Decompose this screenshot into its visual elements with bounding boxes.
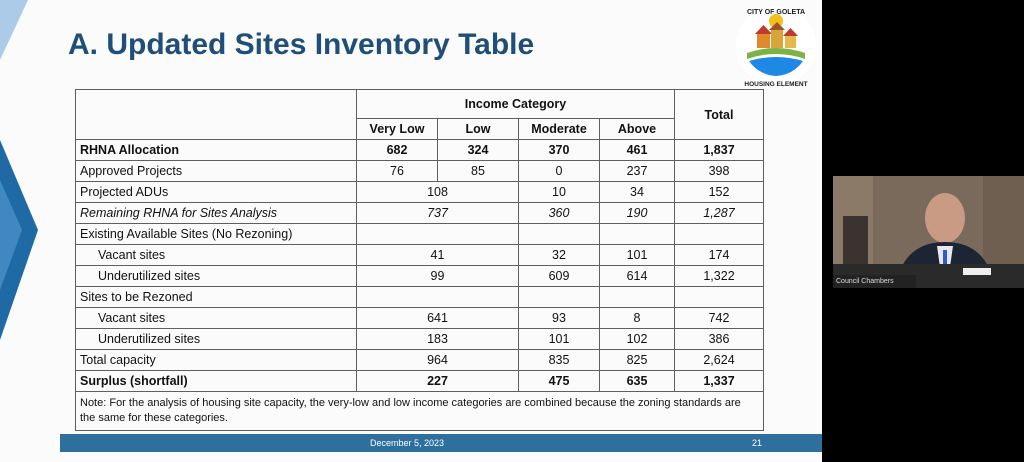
footer-date: December 5, 2023 xyxy=(370,438,445,448)
cell-very-low-low: 99 xyxy=(357,266,519,287)
cell-low: 324 xyxy=(438,140,519,161)
cell-above: 614 xyxy=(600,266,675,287)
cell-empty xyxy=(600,287,675,308)
cell-very-low-low: 41 xyxy=(357,245,519,266)
cell-moderate: 360 xyxy=(519,203,600,224)
table-row xyxy=(76,203,764,224)
cell-total: 152 xyxy=(675,182,764,203)
cell-empty xyxy=(675,287,764,308)
slide-title: A. Updated Sites Inventory Table xyxy=(68,28,535,61)
cell-moderate: 101 xyxy=(519,329,600,350)
cell-moderate: 609 xyxy=(519,266,600,287)
cell-total: 1,337 xyxy=(675,371,764,392)
cell-above: 237 xyxy=(600,161,675,182)
table-row xyxy=(76,287,764,308)
cell-above: 461 xyxy=(600,140,675,161)
table-row xyxy=(76,224,764,245)
speaker-video-image xyxy=(833,176,1024,288)
logo-top-text: CITY OF GOLETA xyxy=(746,9,806,16)
cell-low: 85 xyxy=(438,161,519,182)
row-label: Remaining RHNA for Sites Analysis xyxy=(76,203,357,224)
col-header-very-low: Very Low xyxy=(357,119,438,140)
cell-empty xyxy=(357,287,519,308)
cell-very-low-low: 737 xyxy=(357,203,519,224)
video-caption: Council Chambers xyxy=(833,275,916,288)
cell-above: 190 xyxy=(600,203,675,224)
row-label: Vacant sites xyxy=(76,308,357,329)
header-blank-cell xyxy=(76,90,357,140)
sites-inventory-table-wrap xyxy=(75,89,764,431)
cell-moderate: 475 xyxy=(519,371,600,392)
cell-above: 8 xyxy=(600,308,675,329)
cell-total: 174 xyxy=(675,245,764,266)
row-label: Projected ADUs xyxy=(76,182,357,203)
logo-bottom-text: HOUSING ELEMENT xyxy=(744,81,808,88)
cell-moderate: 32 xyxy=(519,245,600,266)
page-number: 21 xyxy=(751,438,762,448)
cell-total: 398 xyxy=(675,161,764,182)
table-row xyxy=(76,308,764,329)
slide-decoration xyxy=(0,0,60,462)
income-category-header: Income Category xyxy=(357,90,675,119)
cell-moderate: 370 xyxy=(519,140,600,161)
col-header-moderate: Moderate xyxy=(519,119,600,140)
housing-element-logo xyxy=(733,3,819,89)
cell-moderate: 835 xyxy=(519,350,600,371)
row-label: Sites to be Rezoned xyxy=(76,287,357,308)
row-label: Surplus (shortfall) xyxy=(76,371,357,392)
cell-moderate: 0 xyxy=(519,161,600,182)
video-feed xyxy=(833,176,1024,288)
table-note: Note: For the analysis of housing site capacity, the very-low and low income categories are combined because the zoning standards are the same for these categories. xyxy=(76,392,764,431)
table-row xyxy=(76,329,764,350)
table-header-row xyxy=(76,90,764,119)
cell-above: 101 xyxy=(600,245,675,266)
cell-moderate: 10 xyxy=(519,182,600,203)
total-header: Total xyxy=(675,90,764,140)
cell-very-low-low: 964 xyxy=(357,350,519,371)
cell-very-low-low: 227 xyxy=(357,371,519,392)
row-label: Underutilized sites xyxy=(76,266,357,287)
row-label: Total capacity xyxy=(76,350,357,371)
cell-total: 742 xyxy=(675,308,764,329)
cell-total: 1,322 xyxy=(675,266,764,287)
cell-above: 34 xyxy=(600,182,675,203)
cell-total: 386 xyxy=(675,329,764,350)
table-row xyxy=(76,371,764,392)
sites-inventory-table xyxy=(75,89,764,431)
cell-very-low-low: 108 xyxy=(357,182,519,203)
cell-total: 2,624 xyxy=(675,350,764,371)
table-row xyxy=(76,140,764,161)
row-label: Underutilized sites xyxy=(76,329,357,350)
row-label: RHNA Allocation xyxy=(76,140,357,161)
cell-total: 1,287 xyxy=(675,203,764,224)
col-header-low: Low xyxy=(438,119,519,140)
cell-empty xyxy=(600,224,675,245)
cell-very-low-low: 641 xyxy=(357,308,519,329)
table-row xyxy=(76,266,764,287)
row-label: Approved Projects xyxy=(76,161,357,182)
cell-very-low-low: 183 xyxy=(357,329,519,350)
row-label: Vacant sites xyxy=(76,245,357,266)
cell-empty xyxy=(675,224,764,245)
table-note-row xyxy=(76,392,764,431)
table-row xyxy=(76,161,764,182)
cell-total: 1,837 xyxy=(675,140,764,161)
row-label: Existing Available Sites (No Rezoning) xyxy=(76,224,357,245)
table-row xyxy=(76,350,764,371)
cell-empty xyxy=(519,287,600,308)
cell-above: 102 xyxy=(600,329,675,350)
table-row xyxy=(76,245,764,266)
col-header-above: Above xyxy=(600,119,675,140)
cell-above: 635 xyxy=(600,371,675,392)
cell-very-low: 76 xyxy=(357,161,438,182)
table-row xyxy=(76,182,764,203)
cell-very-low: 682 xyxy=(357,140,438,161)
slide-footer xyxy=(60,434,822,452)
cell-moderate: 93 xyxy=(519,308,600,329)
cell-empty xyxy=(357,224,519,245)
cell-empty xyxy=(519,224,600,245)
cell-above: 825 xyxy=(600,350,675,371)
